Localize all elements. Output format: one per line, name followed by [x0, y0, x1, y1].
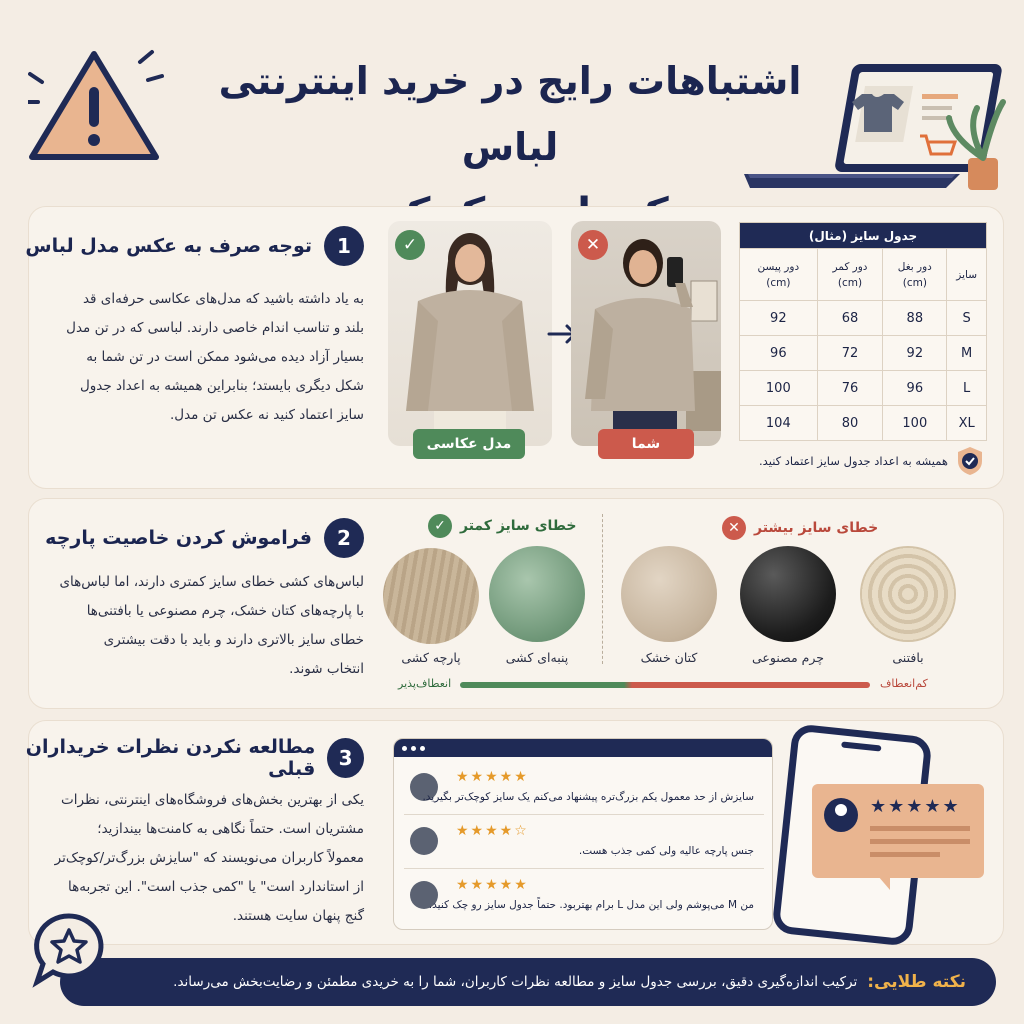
review-text: من M می‌پوشم ولی این مدل L برام بهتربود. حتماً جدول سایز رو چک کنید. [428, 899, 754, 911]
section-3-text [40, 786, 364, 931]
table-cell: S [947, 301, 987, 336]
more-error-text: خطای سایز بیشتر [754, 520, 879, 536]
fabric-label: بافتنی [892, 650, 924, 665]
section-2-line: خطای سایز بالاتری دارند و باید با دقت بیشتری [103, 632, 364, 648]
table-cell: 100 [883, 406, 947, 441]
section-3-header [0, 736, 364, 780]
title-line-1: اشتباهات رایج در خرید اینترنتی لباس [218, 59, 802, 169]
size-note-text: همیشه به اعداد جدول سایز اعتماد کنید. [759, 454, 948, 468]
table-row [740, 301, 987, 336]
section-3-line: یکی از بهترین بخش‌های فروشگاه‌های اینترنتی، نظرات [61, 792, 364, 808]
section-1-title: توجه صرف به عکس مدل لباس [25, 235, 312, 257]
cross-icon: ✕ [578, 230, 608, 260]
section-3-line: مشتریان است. حتماً نگاهی به کامنت‌ها بیندازید؛ [97, 821, 364, 837]
you-tag: شما [598, 429, 694, 459]
table-cell: 88 [883, 301, 947, 336]
section-2-text [40, 568, 364, 684]
table-cell: M [947, 336, 987, 371]
review-item [404, 873, 764, 923]
table-cell: 76 [817, 371, 883, 406]
table-cell: 72 [817, 336, 883, 371]
section-1-text [40, 285, 364, 430]
review-stars: ★★★★☆ [456, 823, 529, 839]
table-cell: 96 [740, 336, 818, 371]
section-2-line: لباس‌های کشی خطای سایز کمتری دارند، اما لباس‌های [59, 574, 364, 590]
section-1-header [25, 226, 364, 266]
shield-check-icon [956, 446, 984, 476]
fabric-stretch-swatch [383, 548, 479, 644]
section-1-number: 1 [324, 226, 364, 266]
avatar [410, 827, 438, 855]
model-tag: مدل عکاسی [413, 429, 525, 459]
more-error-label [722, 516, 878, 540]
table-cell: 100 [740, 371, 818, 406]
review-stars: ★★★★★ [456, 769, 529, 785]
section-2-header [45, 518, 364, 558]
cross-icon: ✕ [722, 516, 746, 540]
less-error-text: خطای سایز کمتر [460, 518, 577, 534]
review-item [404, 765, 764, 815]
fabric-label: پارچه کشی [401, 650, 461, 665]
review-bubble [812, 784, 984, 878]
scale-flexible-label: انعطاف‌پذیر [398, 677, 452, 690]
size-table-note [759, 446, 984, 476]
section-1-line: سایز اعتماد کنید نه عکس تن مدل. [169, 407, 364, 423]
star-badge-icon [30, 912, 108, 988]
table-cell: 80 [817, 406, 883, 441]
golden-tip-banner [60, 958, 996, 1006]
review-text: جنس پارچه عالیه ولی کمی جذب هست. [578, 845, 754, 857]
size-table-title: جدول سایز (مثال) [740, 223, 987, 249]
review-item [404, 819, 764, 869]
section-1-line: به یاد داشته باشید که مدل‌های عکاسی حرفه‌ای قد [82, 291, 364, 307]
section-2-line: با پارچه‌های کتان خشک، چرم مصنوعی یا بافتنی‌ها [86, 603, 364, 619]
table-row [740, 336, 987, 371]
section-2-title: فراموش کردن خاصیت پارچه [45, 527, 312, 549]
section-3-line: از استاندارد است" یا "کمی جذب است". این تجربه‌ها [68, 879, 364, 895]
fabric-label: چرم مصنوعی [752, 650, 824, 665]
fabric-label: پنبه‌ای کشی [505, 650, 569, 665]
check-icon: ✓ [395, 230, 425, 260]
fabric-cotton-stretch-swatch [489, 546, 585, 642]
check-icon: ✓ [428, 514, 452, 538]
fabric-knit-swatch [860, 546, 956, 642]
table-cell: 68 [817, 301, 883, 336]
section-1-line: بسیار آزاد دیده می‌شود ممکن است در تن شما به [86, 349, 364, 365]
flexibility-scale-bar [460, 682, 870, 688]
golden-tip-text: ترکیب اندازه‌گیری دقیق، بررسی جدول سایز و مطالعه نظرات کاربران، شما را به خریدی مطمئن و رضایت‌بخش می‌رساند. [173, 974, 858, 990]
review-text: سایزش از حد معمول یکم بزرگ‌تره پیشنهاد می‌کنم یک سایز کوچک‌تر بگیرید. [422, 791, 754, 803]
table-row [740, 371, 987, 406]
table-cell: 104 [740, 406, 818, 441]
size-table-header: سایز [947, 249, 987, 301]
reviews-window-bar [394, 739, 772, 757]
section-1-line: شکل دیگری بایستد؛ بنابراین همیشه به اعداد جدول [79, 378, 364, 394]
less-error-label [428, 514, 577, 538]
scale-rigid-label: کم‌انعطاف [880, 677, 928, 690]
section-2-line: انتخاب شوند. [289, 661, 364, 677]
section-1-line: بلند و تناسب اندام خاصی دارند. لباسی که در تن مدل [66, 320, 364, 336]
table-cell: 92 [883, 336, 947, 371]
warning-triangle-icon [28, 42, 168, 167]
laptop-shop-icon [744, 58, 1010, 196]
size-table [739, 222, 987, 441]
table-cell: 96 [883, 371, 947, 406]
review-stars: ★★★★★ [456, 877, 529, 893]
size-table-header: دور کمر (cm) [817, 249, 883, 301]
fabric-leather-swatch [740, 546, 836, 642]
table-row [740, 406, 987, 441]
table-cell: 92 [740, 301, 818, 336]
table-cell: XL [947, 406, 987, 441]
reviews-panel [393, 738, 773, 930]
fabric-linen-swatch [621, 546, 717, 642]
section-2-number: 2 [324, 518, 364, 558]
avatar [824, 798, 858, 832]
section-3-line: معمولاً کاربران می‌نویسند که "سایزش بزرگ‌تر/کوچک‌تر [54, 850, 364, 866]
bubble-stars: ★★★★★ [870, 796, 961, 817]
divider [602, 514, 603, 664]
size-table-header: دور پیسن (cm) [740, 249, 818, 301]
section-3-title: مطالعه نکردن نظرات خریداران قبلی [25, 736, 316, 780]
table-cell: L [947, 371, 987, 406]
section-3-number: 3 [327, 738, 364, 778]
golden-tip-label: نکته طلایی: [867, 972, 966, 992]
fabric-label: کتان خشک [640, 650, 698, 665]
section-3-line: گنج پنهان سایت هستند. [232, 908, 364, 924]
size-table-header: دور بغل (cm) [883, 249, 947, 301]
